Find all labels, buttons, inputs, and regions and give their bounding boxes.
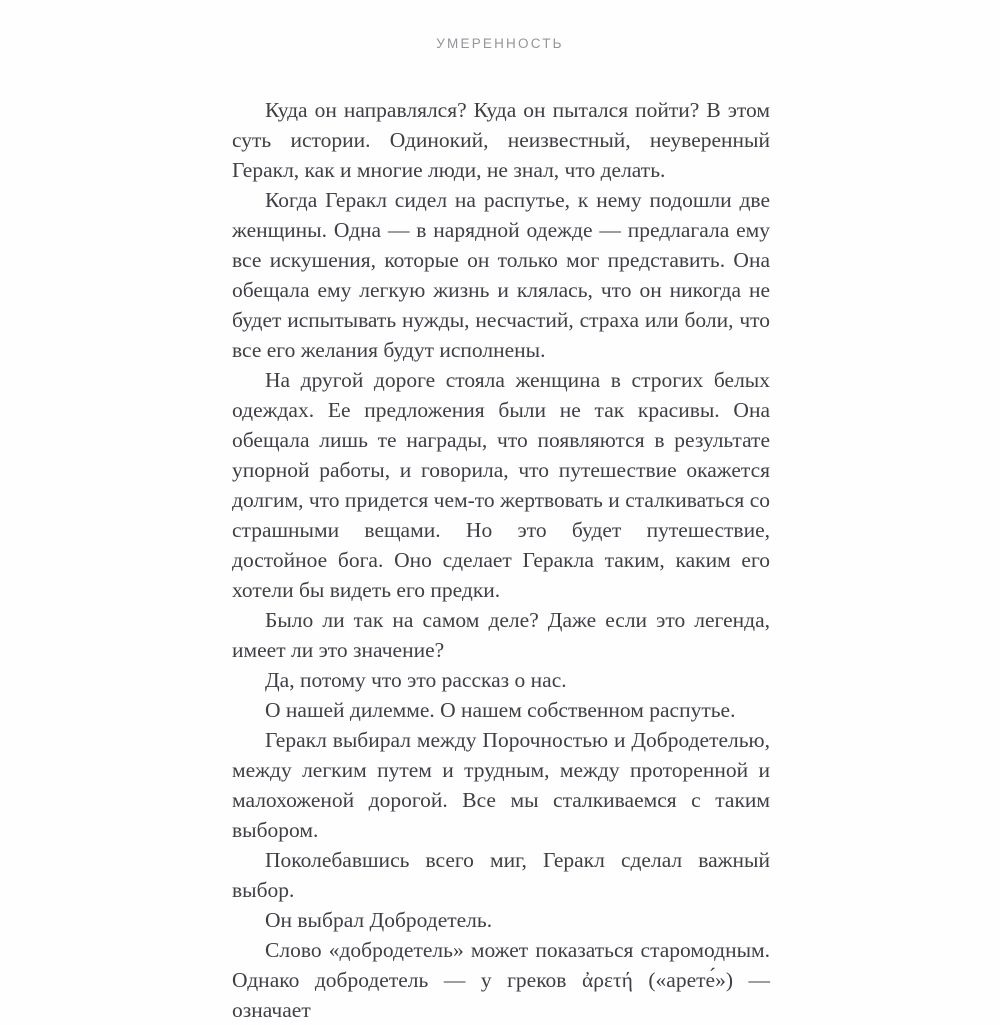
running-header: УМЕРЕННОСТЬ [436,36,564,51]
paragraph: На другой дороге стояла женщина в строгих белых одеждах. Ее предложения были не так красивы. Она обещала лишь те награды, что появляются в результате упорной работы, и говорила, что путешествие окажется долгим, что придется чем-то жертвовать и сталкиваться со страшными вещами. Но это будет путешествие, достойное бога. Оно сделает Геракла таким, каким его хотели бы видеть его предки. [232,368,770,602]
paragraph: Куда он направлялся? Куда он пытался пойти? В этом суть истории. Одинокий, неизвестный, неуверенный Геракл, как и многие люди, не знал, что делать. [232,98,770,182]
paragraph: Геракл выбирал между Порочностью и Добродетелью, между легким путем и трудным, между проторенной и малохоженой дорогой. Все мы сталкиваемся с таким выбором. [232,728,770,842]
paragraph: Он выбрал Добродетель. [265,908,493,932]
paragraph: Да, потому что это рассказ о нас. [265,668,567,692]
body-text [232,95,770,1025]
paragraph: О нашей дилемме. О нашем собственном распутье. [265,698,736,722]
paragraph: Поколебавшись всего миг, Геракл сделал важный выбор. [232,848,770,902]
paragraph: Слово «добродетель» может показаться старомодным. Однако добродетель — у греков ἀρετή («арете́») — означает [232,938,770,1022]
paragraph: Было ли так на самом деле? Даже если это легенда, имеет ли это значение? [232,608,770,662]
paragraph: Когда Геракл сидел на распутье, к нему подошли две женщины. Одна — в нарядной одежде — предлагала ему все искушения, которые он только мог представить. Она обещала ему легкую жизнь и клялась, что он никогда не будет испытывать нужды, несчастий, страха или боли, что все его желания будут исполнены. [232,188,770,362]
